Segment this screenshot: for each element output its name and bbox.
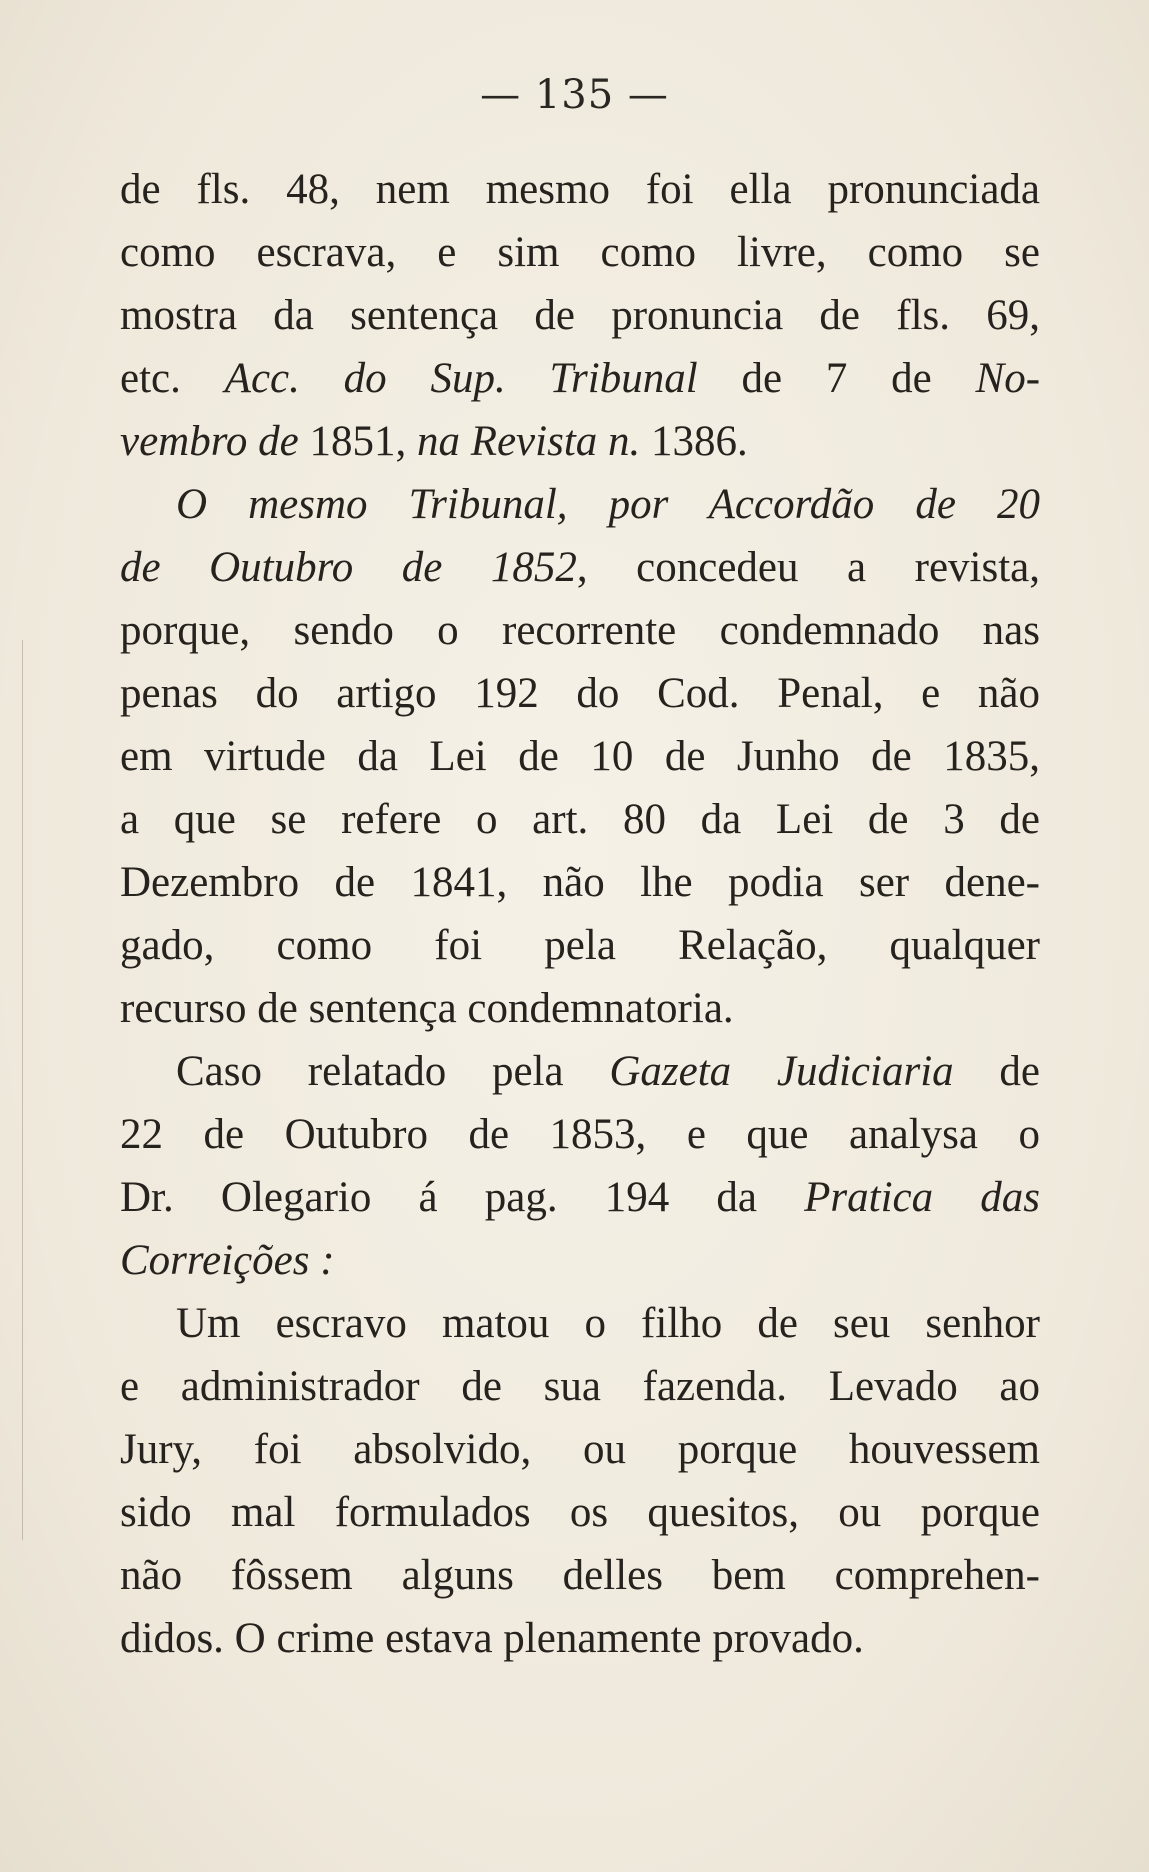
text-segment: 1851, [298, 418, 417, 465]
body-text [120, 158, 1040, 1670]
italic-segment: Correições : [120, 1237, 335, 1284]
text-line [120, 284, 1040, 347]
text-segment: Um escravo matou o filho de seu senhor [176, 1300, 1040, 1347]
text-line [120, 1166, 1040, 1229]
text-line [120, 1040, 1040, 1103]
italic-segment: No- [975, 355, 1041, 402]
italic-segment: Gazeta Judiciaria [609, 1048, 954, 1095]
text-segment: mostra da sentença de pronuncia de fls. 69, [120, 292, 1040, 339]
text-line [120, 221, 1040, 284]
italic-segment: Pratica das [804, 1174, 1040, 1221]
italic-segment: Acc. do Sup. Tribunal [224, 355, 698, 402]
text-line [120, 158, 1040, 221]
italic-segment: O mesmo Tribunal, por Accordão de 20 [176, 481, 1040, 528]
text-line [120, 1229, 1040, 1292]
text-line [120, 1103, 1040, 1166]
paragraph [120, 158, 1040, 473]
text-segment: Dr. Olegario á pag. 194 da [120, 1174, 805, 1221]
text-segment: em virtude da Lei de 10 de Junho de 1835, [120, 733, 1040, 780]
text-line [120, 977, 1040, 1040]
paragraph [120, 1292, 1040, 1670]
text-segment: de 7 de [697, 355, 976, 402]
text-line [120, 1292, 1040, 1355]
paragraph [120, 473, 1040, 1040]
italic-segment: vembro de [120, 418, 299, 465]
text-segment: Caso relatado pela [176, 1048, 610, 1095]
text-line [120, 788, 1040, 851]
page-number: — 135 — [480, 72, 669, 118]
text-line [120, 662, 1040, 725]
text-segment: gado, como foi pela Relação, qualquer [120, 922, 1040, 969]
text-segment: e administrador de sua fazenda. Levado ao [120, 1363, 1040, 1410]
text-line [120, 473, 1040, 536]
text-segment: de fls. 48, nem mesmo foi ella pronunciada [120, 166, 1040, 213]
text-segment: porque, sendo o recorrente condemnado nas [120, 607, 1040, 654]
text-line [120, 725, 1040, 788]
text-line [120, 599, 1040, 662]
text-line [120, 1418, 1040, 1481]
text-line [120, 1355, 1040, 1418]
text-segment: 22 de Outubro de 1853, e que analysa o [120, 1111, 1040, 1158]
text-segment: recurso de sentença condemnatoria. [120, 985, 734, 1032]
text-segment: didos. O crime estava plenamente provado. [120, 1615, 864, 1662]
text-segment: como escrava, e sim como livre, como se [120, 229, 1040, 276]
text-segment: não fôssem alguns delles bem comprehen- [120, 1552, 1040, 1599]
page-edge-shadow [22, 640, 23, 1540]
text-segment: penas do artigo 192 do Cod. Penal, e não [120, 670, 1040, 717]
text-line [120, 1607, 1040, 1670]
text-segment: sido mal formulados os quesitos, ou porque [120, 1489, 1040, 1536]
text-line [120, 536, 1040, 599]
text-line [120, 914, 1040, 977]
paragraph [120, 1040, 1040, 1292]
text-segment: de [953, 1048, 1040, 1095]
text-line [120, 1544, 1040, 1607]
text-line [120, 410, 1040, 473]
text-segment: Jury, foi absolvido, ou porque houvessem [120, 1426, 1040, 1473]
italic-segment: de Outubro de 1852 [120, 544, 577, 591]
text-line [120, 1481, 1040, 1544]
text-line [120, 851, 1040, 914]
text-line [120, 347, 1040, 410]
text-segment: 1386. [640, 418, 748, 465]
text-segment: Dezembro de 1841, não lhe podia ser dene- [120, 859, 1040, 906]
text-segment: , concedeu a revista, [576, 544, 1041, 591]
italic-segment: na Revista n. [416, 418, 641, 465]
text-segment: a que se refere o art. 80 da Lei de 3 de [120, 796, 1040, 843]
text-segment: etc. [120, 355, 225, 402]
